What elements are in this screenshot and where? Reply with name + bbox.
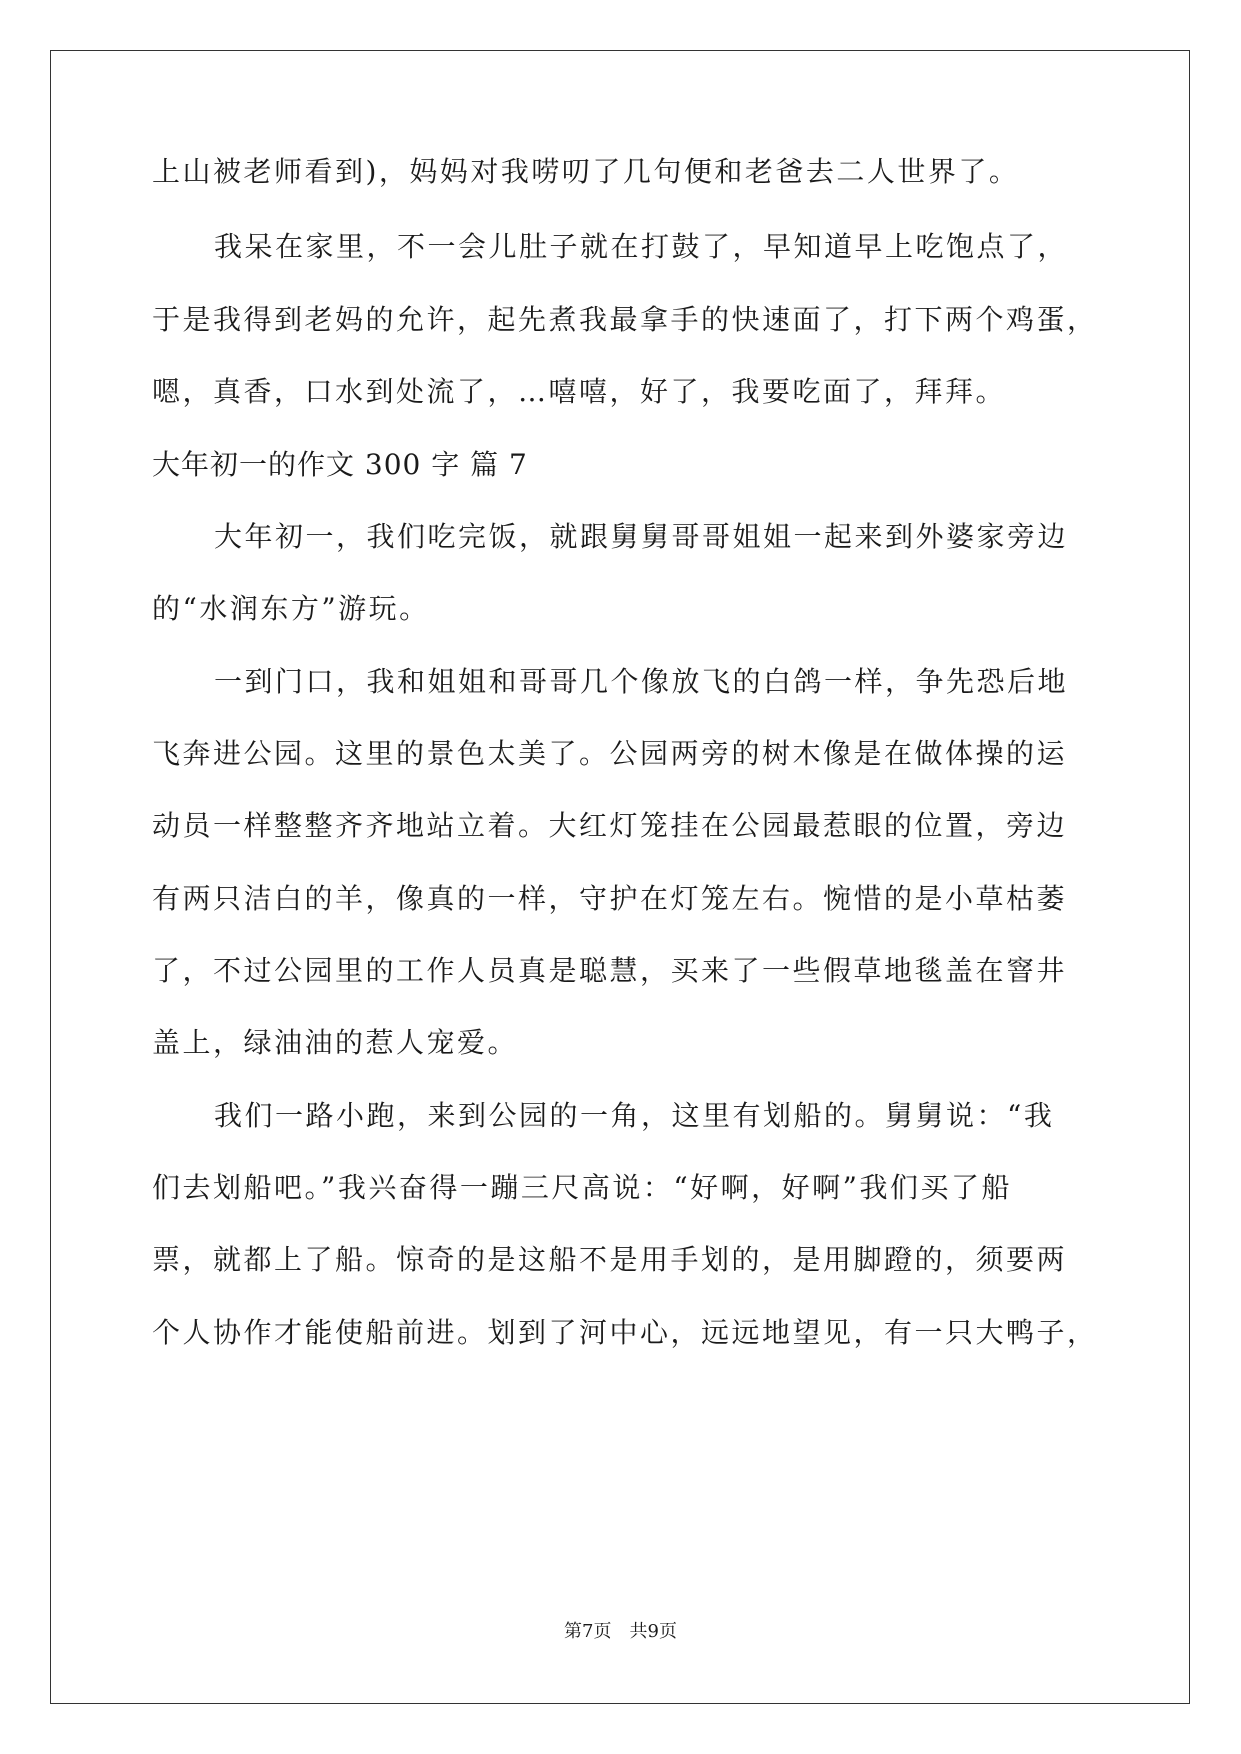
text-line-10: 动员一样整整齐齐地站立着。大红灯笼挂在公园最惹眼的位置，旁边 [152,809,1068,842]
page-footer [0,1620,1241,1644]
page-number-current: 第7页 [564,1621,612,1642]
text-line-9: 飞奔进公园。这里的景色太美了。公园两旁的树木像是在做体操的运 [152,737,1068,770]
text-line-14: 我们一路小跑，来到公园的一角，这里有划船的。舅舅说：“我 [214,1099,1055,1132]
text-line-6: 大年初一，我们吃完饭，就跟舅舅哥哥姐姐一起来到外婆家旁边 [214,520,1069,553]
text-line-7: 的“水润东方”游玩。 [152,592,430,625]
section-heading: 大年初一的作文 300 字 篇 7 [152,448,528,481]
text-line-13: 盖上，绿油油的惹人宠爱。 [152,1026,519,1059]
text-line-11: 有两只洁白的羊，像真的一样，守护在灯笼左右。惋惜的是小草枯萎 [152,882,1068,915]
text-line-1: 上山被老师看到)，妈妈对我唠叨了几句便和老爸去二人世界了。 [152,155,1020,188]
page-number-total: 共9页 [629,1621,677,1642]
page-border [50,50,1190,1704]
text-line-15: 们去划船吧。”我兴奋得一蹦三尺高说：“好啊，好啊”我们买了船 [152,1171,1012,1204]
text-line-4: 嗯，真香，口水到处流了，…嘻嘻，好了，我要吃面了，拜拜。 [152,375,1007,408]
text-line-17: 个人协作才能使船前进。划到了河中心，远远地望见，有一只大鸭子， [152,1316,1098,1349]
text-line-8: 一到门口，我和姐姐和哥哥几个像放飞的白鸽一样，争先恐后地 [214,665,1069,698]
text-line-2: 我呆在家里，不一会儿肚子就在打鼓了，早知道早上吃饱点了， [214,230,1069,263]
text-line-12: 了，不过公园里的工作人员真是聪慧，买来了一些假草地毯盖在窨井 [152,954,1068,987]
text-line-3: 于是我得到老妈的允许，起先煮我最拿手的快速面了，打下两个鸡蛋， [152,303,1098,336]
text-line-16: 票，就都上了船。惊奇的是这船不是用手划的，是用脚蹬的，须要两 [152,1243,1068,1276]
